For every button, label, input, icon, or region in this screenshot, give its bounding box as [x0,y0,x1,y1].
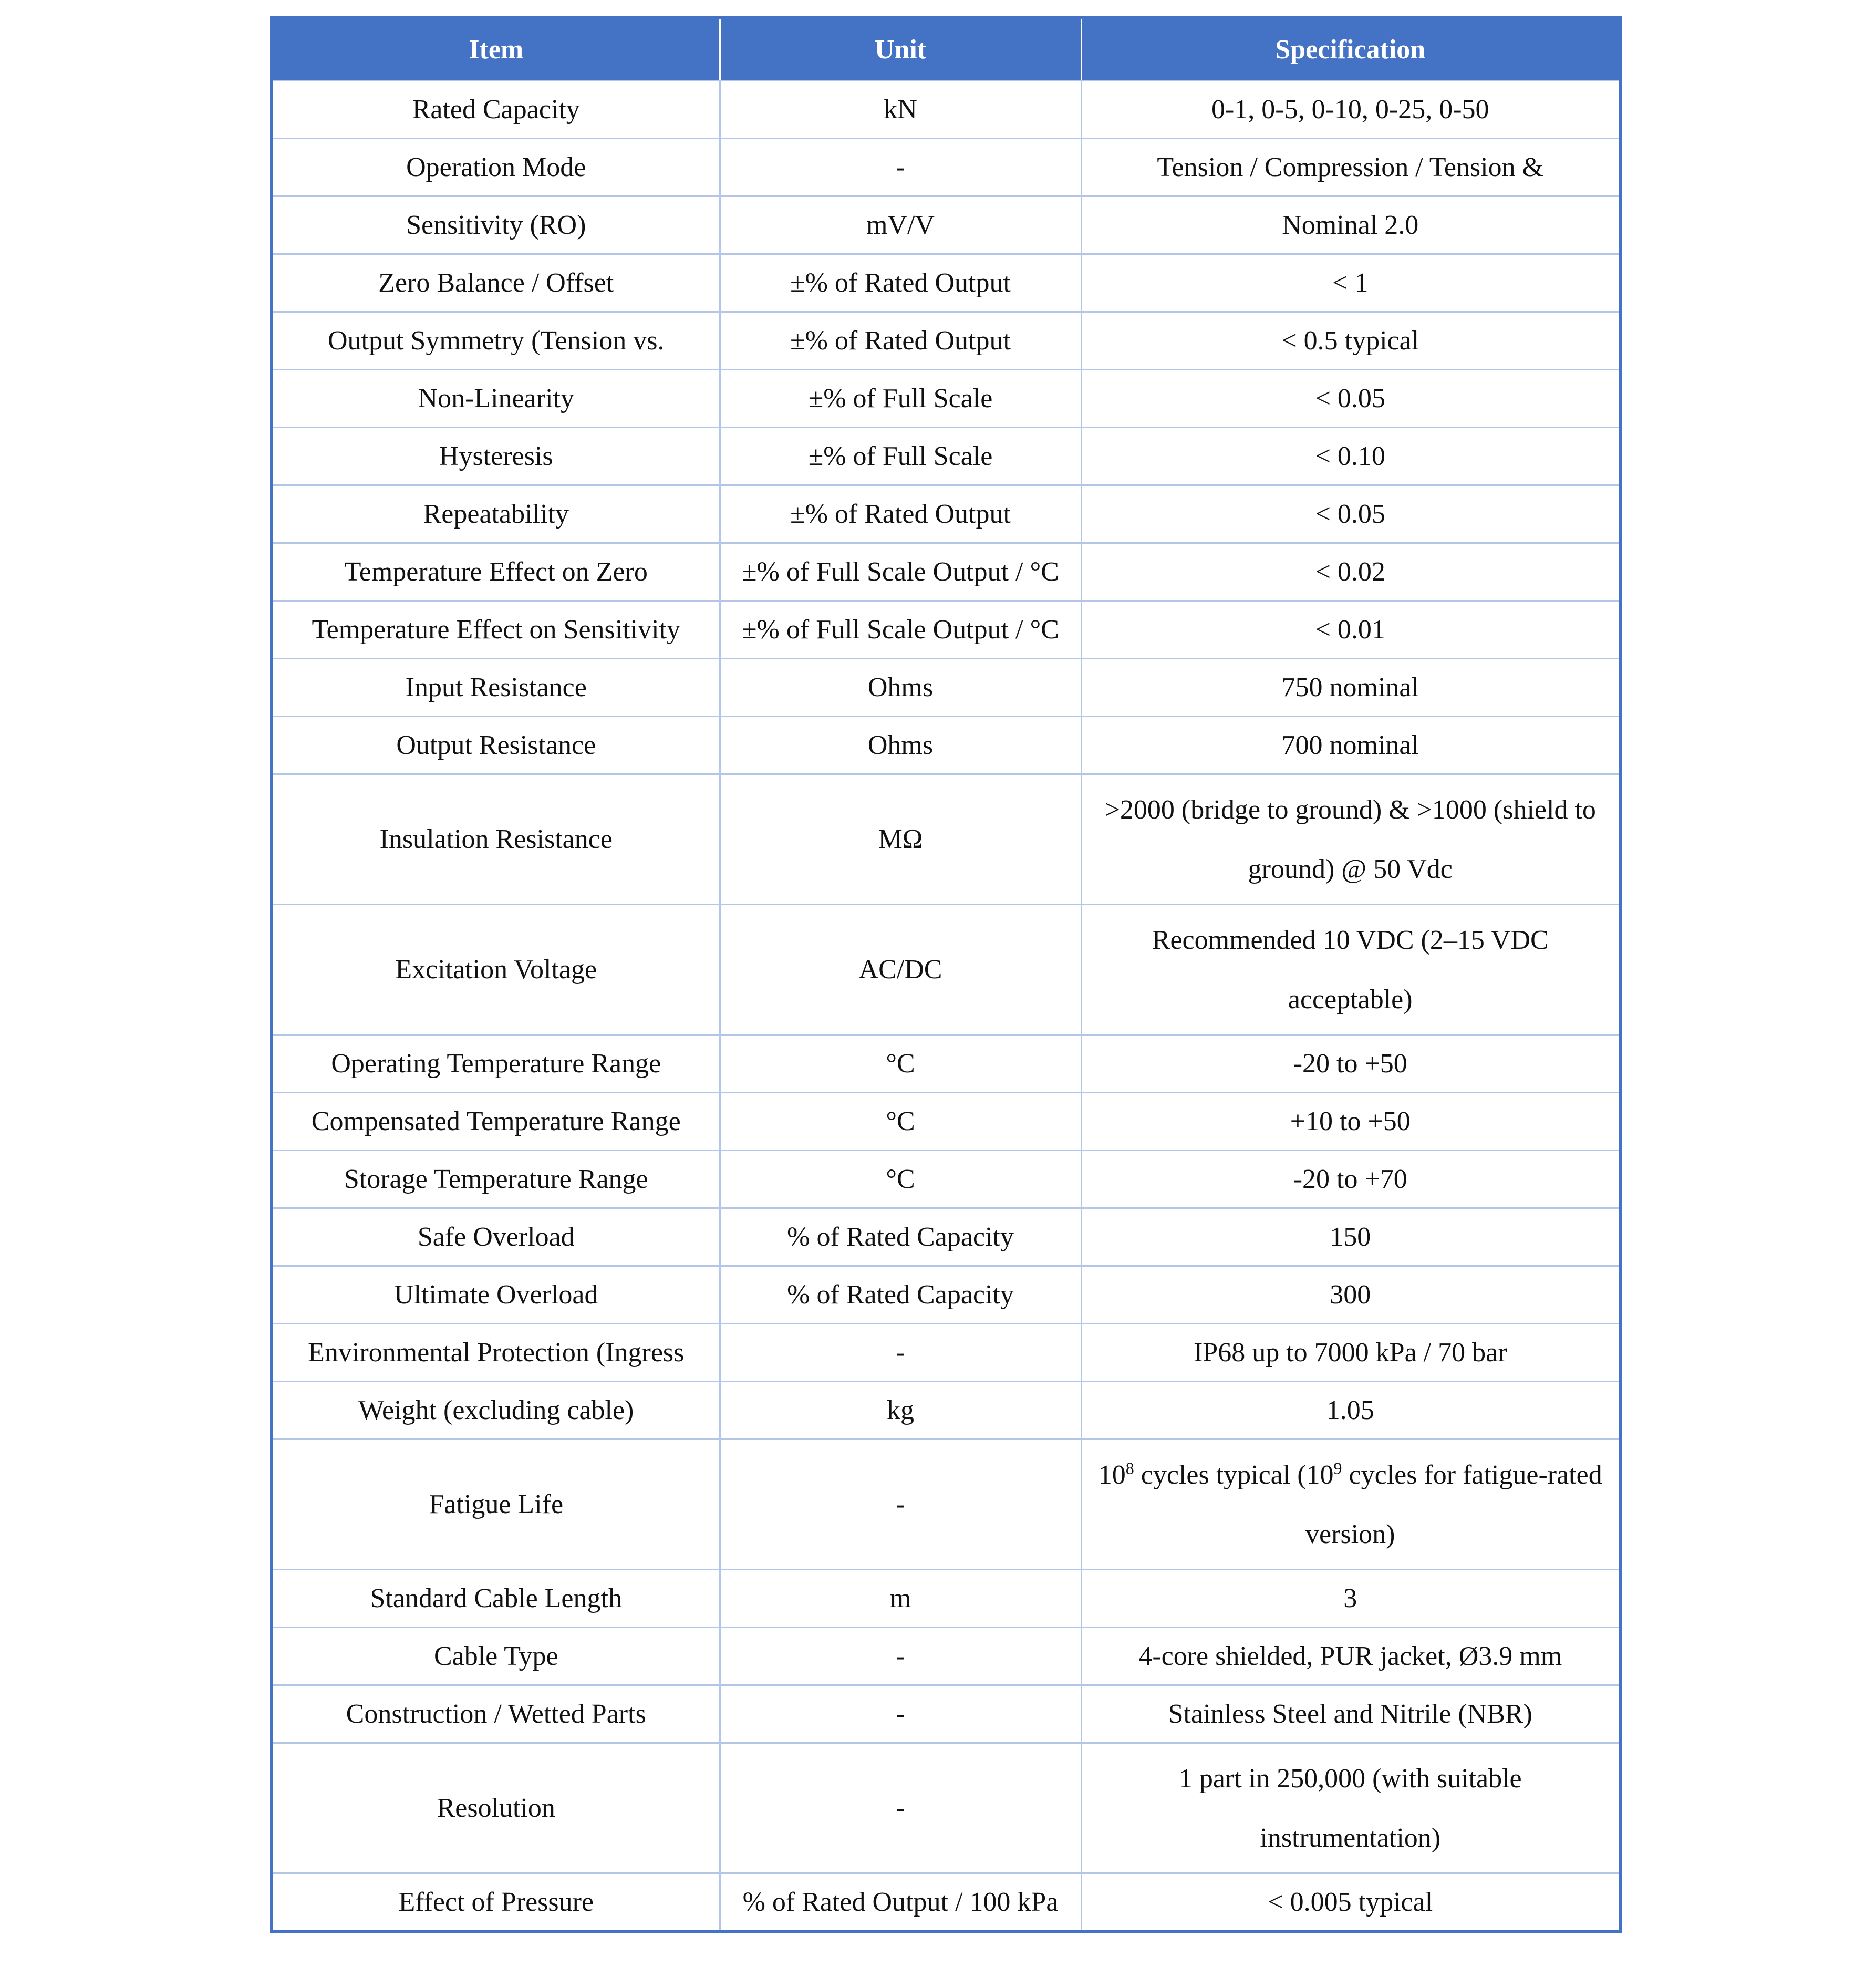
table-row [272,370,1620,428]
spec-cell: Tension / Compression / Tension & [1081,139,1620,196]
spec-cell: -20 to +70 [1081,1151,1620,1208]
spec-cell: 1.05 [1081,1382,1620,1440]
spec-cell: < 0.05 [1081,370,1620,428]
spec-cell: +10 to +50 [1081,1093,1620,1151]
item-cell: Environmental Protection (Ingress [272,1324,720,1382]
specification-table [270,16,1622,1933]
unit-cell: ±% of Full Scale Output / °C [720,543,1081,601]
table-row [272,196,1620,254]
unit-cell: % of Rated Capacity [720,1266,1081,1324]
table-row [272,139,1620,196]
unit-cell: % of Rated Output / 100 kPa [720,1873,1081,1932]
table-row [272,1570,1620,1628]
spec-cell: < 0.10 [1081,428,1620,485]
item-cell: Resolution [272,1743,720,1873]
unit-cell: - [720,1685,1081,1743]
item-cell: Non-Linearity [272,370,720,428]
spec-cell: >2000 (bridge to ground) & >1000 (shield to ground) @ 50 Vdc [1081,774,1620,905]
table-row [272,1208,1620,1266]
unit-cell: Ohms [720,717,1081,774]
spec-cell: 700 nominal [1081,717,1620,774]
item-cell: Rated Capacity [272,81,720,139]
item-cell: Zero Balance / Offset [272,254,720,312]
unit-cell: - [720,1324,1081,1382]
table-row [272,601,1620,659]
spec-cell: 3 [1081,1570,1620,1628]
unit-cell: ±% of Rated Output [720,312,1081,370]
item-cell: Repeatability [272,485,720,543]
superscript-exponent: 8 [1125,1458,1134,1478]
unit-cell: % of Rated Capacity [720,1208,1081,1266]
unit-cell: MΩ [720,774,1081,905]
unit-cell: - [720,1440,1081,1570]
table-row [272,717,1620,774]
item-cell: Safe Overload [272,1208,720,1266]
table-row [272,1685,1620,1743]
table-row [272,428,1620,485]
item-cell: Compensated Temperature Range [272,1093,720,1151]
item-cell: Storage Temperature Range [272,1151,720,1208]
item-cell: Sensitivity (RO) [272,196,720,254]
column-header-unit: Unit [720,17,1081,81]
unit-cell: °C [720,1093,1081,1151]
unit-cell: - [720,1628,1081,1685]
unit-cell: m [720,1570,1081,1628]
table-header-row [272,17,1620,81]
unit-cell: Ohms [720,659,1081,717]
spec-cell: < 0.5 typical [1081,312,1620,370]
spec-cell [1081,1440,1620,1570]
unit-cell: ±% of Full Scale [720,370,1081,428]
table-row [272,1324,1620,1382]
unit-cell: - [720,139,1081,196]
item-cell: Standard Cable Length [272,1570,720,1628]
spec-cell: < 0.05 [1081,485,1620,543]
spec-cell: 4-core shielded, PUR jacket, Ø3.9 mm [1081,1628,1620,1685]
unit-cell: ±% of Full Scale Output / °C [720,601,1081,659]
item-cell: Input Resistance [272,659,720,717]
table-row [272,1151,1620,1208]
table-row [272,774,1620,905]
unit-cell: AC/DC [720,905,1081,1035]
table-row [272,1382,1620,1440]
item-cell: Fatigue Life [272,1440,720,1570]
item-cell: Insulation Resistance [272,774,720,905]
spec-cell: < 0.02 [1081,543,1620,601]
table-row [272,1266,1620,1324]
unit-cell: kN [720,81,1081,139]
item-cell: Operating Temperature Range [272,1035,720,1093]
table-row [272,1873,1620,1932]
spec-cell: 1 part in 250,000 (with suitable instrumentation) [1081,1743,1620,1873]
spec-cell: -20 to +50 [1081,1035,1620,1093]
unit-cell: kg [720,1382,1081,1440]
item-cell: Temperature Effect on Sensitivity [272,601,720,659]
table-row [272,905,1620,1035]
spec-cell: 750 nominal [1081,659,1620,717]
spec-text-part: cycles for fatigue-rated version) [1305,1459,1602,1549]
item-cell: Construction / Wetted Parts [272,1685,720,1743]
table-row [272,1093,1620,1151]
unit-cell: - [720,1743,1081,1873]
spec-cell: Recommended 10 VDC (2–15 VDC acceptable) [1081,905,1620,1035]
spec-cell: < 0.01 [1081,601,1620,659]
table-row [272,485,1620,543]
table-row [272,1628,1620,1685]
unit-cell: °C [720,1035,1081,1093]
spec-cell: 300 [1081,1266,1620,1324]
spec-cell: 0-1, 0-5, 0-10, 0-25, 0-50 [1081,81,1620,139]
superscript-exponent: 9 [1333,1458,1342,1478]
item-cell: Effect of Pressure [272,1873,720,1932]
unit-cell: mV/V [720,196,1081,254]
spec-text-part: 10 [1098,1459,1126,1490]
item-cell: Weight (excluding cable) [272,1382,720,1440]
item-cell: Output Resistance [272,717,720,774]
spec-cell: < 0.005 typical [1081,1873,1620,1932]
column-header-specification: Specification [1081,17,1620,81]
column-header-item: Item [272,17,720,81]
item-cell: Temperature Effect on Zero [272,543,720,601]
unit-cell: °C [720,1151,1081,1208]
item-cell: Ultimate Overload [272,1266,720,1324]
item-cell: Hysteresis [272,428,720,485]
spec-text-part: cycles typical (10 [1134,1459,1334,1490]
table-row [272,81,1620,139]
unit-cell: ±% of Rated Output [720,485,1081,543]
unit-cell: ±% of Full Scale [720,428,1081,485]
unit-cell: ±% of Rated Output [720,254,1081,312]
table-row [272,254,1620,312]
table-row [272,659,1620,717]
table-row [272,1743,1620,1873]
spec-cell: Nominal 2.0 [1081,196,1620,254]
item-cell: Operation Mode [272,139,720,196]
spec-cell: Stainless Steel and Nitrile (NBR) [1081,1685,1620,1743]
table-row [272,1440,1620,1570]
spec-cell: 150 [1081,1208,1620,1266]
spec-cell: IP68 up to 7000 kPa / 70 bar [1081,1324,1620,1382]
item-cell: Output Symmetry (Tension vs. [272,312,720,370]
table-row [272,1035,1620,1093]
item-cell: Cable Type [272,1628,720,1685]
table-row [272,312,1620,370]
table-row [272,543,1620,601]
item-cell: Excitation Voltage [272,905,720,1035]
spec-cell: < 1 [1081,254,1620,312]
